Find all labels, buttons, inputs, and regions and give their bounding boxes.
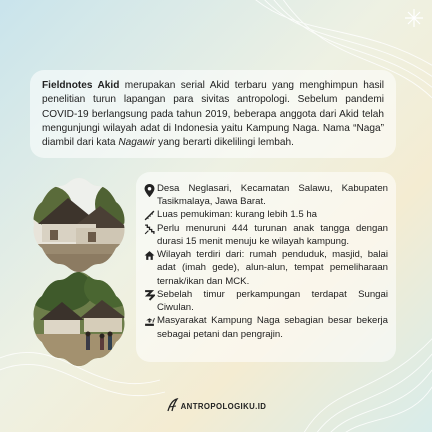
- intro-bold-title: Fieldnotes Akid: [42, 80, 120, 91]
- intro-italic-word: Nagawir: [118, 137, 156, 149]
- sparkle-icon: [404, 8, 424, 28]
- footer-brand-text: ANTROPOLOGIKU.ID: [180, 402, 267, 411]
- fact-river: [144, 288, 388, 314]
- fact-text: Masyarakat Kampung Naga sebagian besar bekerja sebagai petani dan pengrajin.: [157, 315, 388, 340]
- fact-text: Luas pemukiman: kurang lebih 1.5 ha: [157, 209, 317, 221]
- intro-text-2: yang berarti dikelilingi lembah.: [155, 137, 294, 149]
- fact-text: Desa Neglasari, Kecamatan Salawu, Kabupaten Tasikmalaya, Jawa Barat.: [157, 183, 388, 208]
- fact-region: [144, 248, 388, 288]
- fact-occupation: [144, 314, 388, 340]
- fact-text: Sebelah timur perkampungan terdapat Sungai Ciwulan.: [157, 288, 388, 314]
- village-photo-square: [30, 270, 128, 368]
- village-photo-houses: [30, 176, 128, 274]
- river-icon: [144, 290, 155, 301]
- fact-location: [144, 182, 388, 208]
- map-pin-icon: [144, 184, 155, 197]
- fact-stairs: [144, 222, 388, 248]
- antropologiku-logo-icon: [166, 398, 180, 412]
- farmer-icon: [144, 316, 155, 327]
- ruler-icon: [144, 210, 155, 221]
- house-icon: [144, 250, 155, 261]
- fact-text: Perlu menuruni 444 turunan anak tangga dengan durasi 15 menit menuju ke wilayah kampung.: [157, 222, 388, 247]
- stairs-icon: [144, 224, 155, 235]
- footer-brand: [0, 398, 432, 412]
- fact-text: Wilayah terdiri dari: rumah penduduk, masjid, balai adat (imah gede), alun-alun, tempat pemeliharaan ternak/ikan dan MCK.: [157, 249, 388, 287]
- facts-card: [136, 172, 396, 362]
- fact-area: [144, 208, 388, 221]
- intro-text-1: merupakan serial Akid terbaru yang menghimpun hasil penelitian turun lapangan para sivitas antropologi. Sebelum pandemi COVID-19 berlangsung pada tahun 2019, beberapa anggota dari Akid telah mengunjungi wilayah adat di Indonesia yaitu Kampung Naga. Nama “Naga” diambil dari kata: [42, 80, 384, 149]
- intro-card: [30, 70, 396, 158]
